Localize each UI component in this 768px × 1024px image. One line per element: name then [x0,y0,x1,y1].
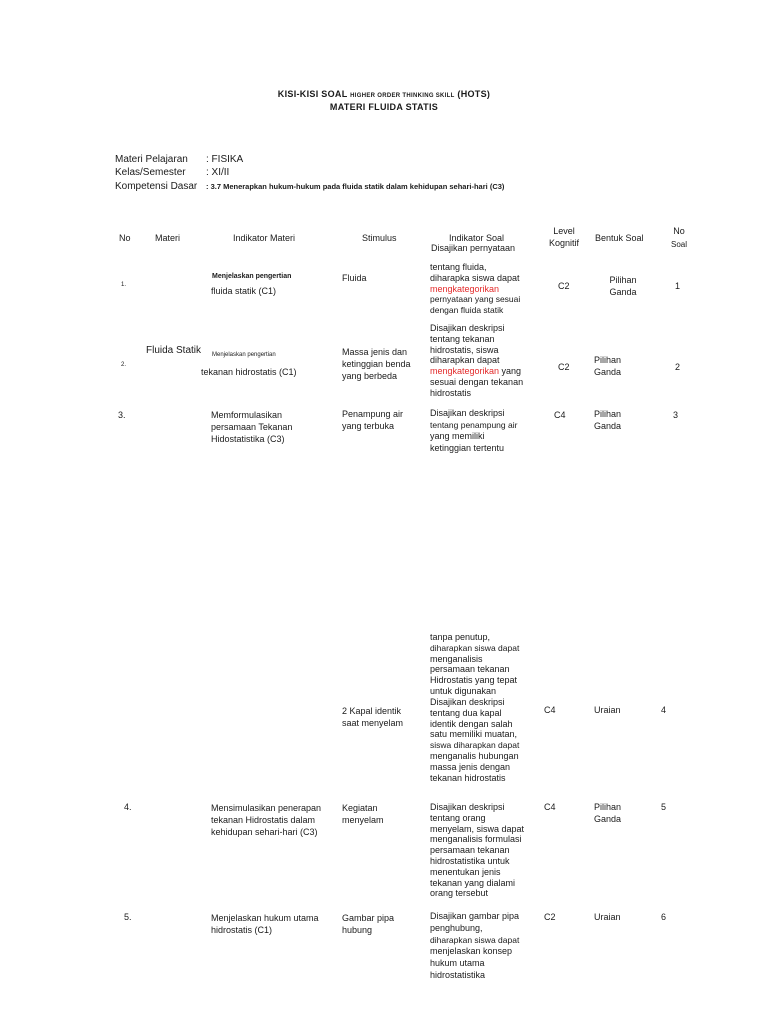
row5-indikator: Menjelaskan hukum utama hidrostatis (C1) [211,913,319,935]
row1-indikator-a: Menjelaskan pengertian [212,273,292,280]
row4-indikator: Mensimulasikan penerapan tekanan Hidrostatis dalam kehidupan sehari-hari (C3) [211,803,322,837]
row2-no: 2. [121,362,127,368]
row2-bentuk-1: Pilihan [594,355,622,365]
row1-nosoal: 1 [675,281,681,291]
row1-keyword: mengkategorikan [430,283,500,294]
row4-bentuk-1: Pilihan [594,802,622,812]
row2-indikator-a: Menjelaskan pengertian [212,352,276,358]
row1-no: 1. [121,282,127,288]
title-part2: HIGHER ORDER THINKING SKILL [350,93,455,99]
row5-indikator-soal: Disajikan gambar pipa penghubung, diharapkan siswa dapat menjelaskan konsep hukum utama hidrostatistika [430,911,520,980]
row1-indikator-soal: Disajikan pernyataan [431,243,516,253]
row2-indikator-b: tekanan hidrostatis (C1) [201,367,297,377]
row5-nosoal: 6 [661,912,667,922]
header-stimulus: Stimulus [362,233,397,243]
mapel-value: : FISIKA [206,154,244,165]
title-part3: (HOTS) [457,89,491,99]
row5-bentuk: Uraian [594,912,621,922]
row4-level: C4 [544,802,556,812]
mapel-label: Materi Pelajaran [115,154,188,165]
header-level-2: Kognitif [548,238,580,248]
row1-indikator-b: fluida statik (C1) [211,286,277,296]
row4-bentuk-2: Ganda [594,814,622,824]
row3-stimulus: Penampung air yang terbuka [342,409,404,431]
row2-nosoal: 2 [675,362,681,372]
row5-no: 5. [124,912,132,922]
row3-indikator: Memformulasikan persamaan Tekanan Hidostatistika (C3) [211,410,293,444]
row2-level: C2 [558,362,570,372]
row2-indikator-soal: Disajikan deskripsi tentang tekanan hidrostatis, siswa diharapkan dapat mengkategorikan yang sesuai dengan tekanan hidrostatis [430,323,524,398]
row2-stimulus: Massa jenis dan ketinggian benda yang berbeda [342,347,411,381]
row4-nosoal: 5 [661,802,667,812]
row1-bentuk-1: Pilihan [609,275,637,285]
header-no: No [119,233,131,243]
row4a-indikator-soal: Disajikan deskripsi tentang dua kapal identik dengan salah satu memiliki muatan, siswa diharapkan dapat menganalis hubungan massa jenis dengan tekanan hidrostatis [430,697,520,783]
header-materi: Materi [155,233,181,243]
row3-nosoal: 3 [673,410,679,420]
row4a-level: C4 [544,705,556,715]
row1-stimulus: Fluida [342,273,367,283]
row4a-stimulus: 2 Kapal identik saat menyelam [342,706,404,728]
row4-stimulus: Kegiatan menyelam [342,803,384,825]
row4a-bentuk: Uraian [594,705,621,715]
kd-value: : 3.7 Menerapkan hukum-hukum pada fluida statik dalam kehidupan sehari-hari (C3) [206,182,505,191]
row4-no: 4. [124,802,132,812]
row3-indikator-soal-cont: tanpa penutup, diharapkan siswa dapat menganalisis persamaan tekanan Hidrostatis yang tepat untuk digunakan [430,632,520,696]
row4-indikator-soal: Disajikan deskripsi tentang orang menyelam, siswa dapat menganalisis formulasi persamaan tekanan hidrostatistika untuk menentukan jenis tekanan yang dialami orang tersebut [430,802,525,899]
header-nosoal-2: Soal [670,240,687,249]
row5-level: C2 [544,912,556,922]
header-nosoal-1: No [673,226,685,236]
header-level-1: Level [553,226,575,236]
materi-fluida-statik: Fluida Statik [146,345,202,356]
header-bentuk: Bentuk Soal [595,233,644,243]
row3-level: C4 [554,410,566,420]
title-part1: KISI-KISI SOAL [277,89,348,99]
row1-level: C2 [558,281,570,291]
row3-bentuk-1: Pilihan [594,409,622,419]
row2-bentuk-2: Ganda [594,367,622,377]
header-indikator-materi: Indikator Materi [233,233,296,243]
kd-label: Kompetensi Dasar [115,181,198,192]
row2-keyword: mengkategorikan [430,366,500,377]
kelas-label: Kelas/Semester [115,167,186,178]
row3-bentuk-2: Ganda [594,421,622,431]
page-title [0,89,768,99]
row4a-nosoal: 4 [661,705,667,715]
row1-bentuk-2: Ganda [609,287,637,297]
kelas-value: : XI/II [206,167,230,178]
page-subtitle: MATERI FLUIDA STATIS [329,102,439,112]
row3-indikator-soal: Disajikan deskripsi tentang penampung air yang memiliki ketinggian tertentu [430,408,518,453]
row3-no: 3. [118,410,126,420]
row5-stimulus: Gambar pipa hubung [342,913,395,935]
header-indikator-soal: Indikator Soal [449,233,505,243]
row1-indikator-soal-cont: tentang fluida, diharapka siswa dapat mengkategorikan pernyataan yang sesuai dengan fluida statik [430,262,521,316]
